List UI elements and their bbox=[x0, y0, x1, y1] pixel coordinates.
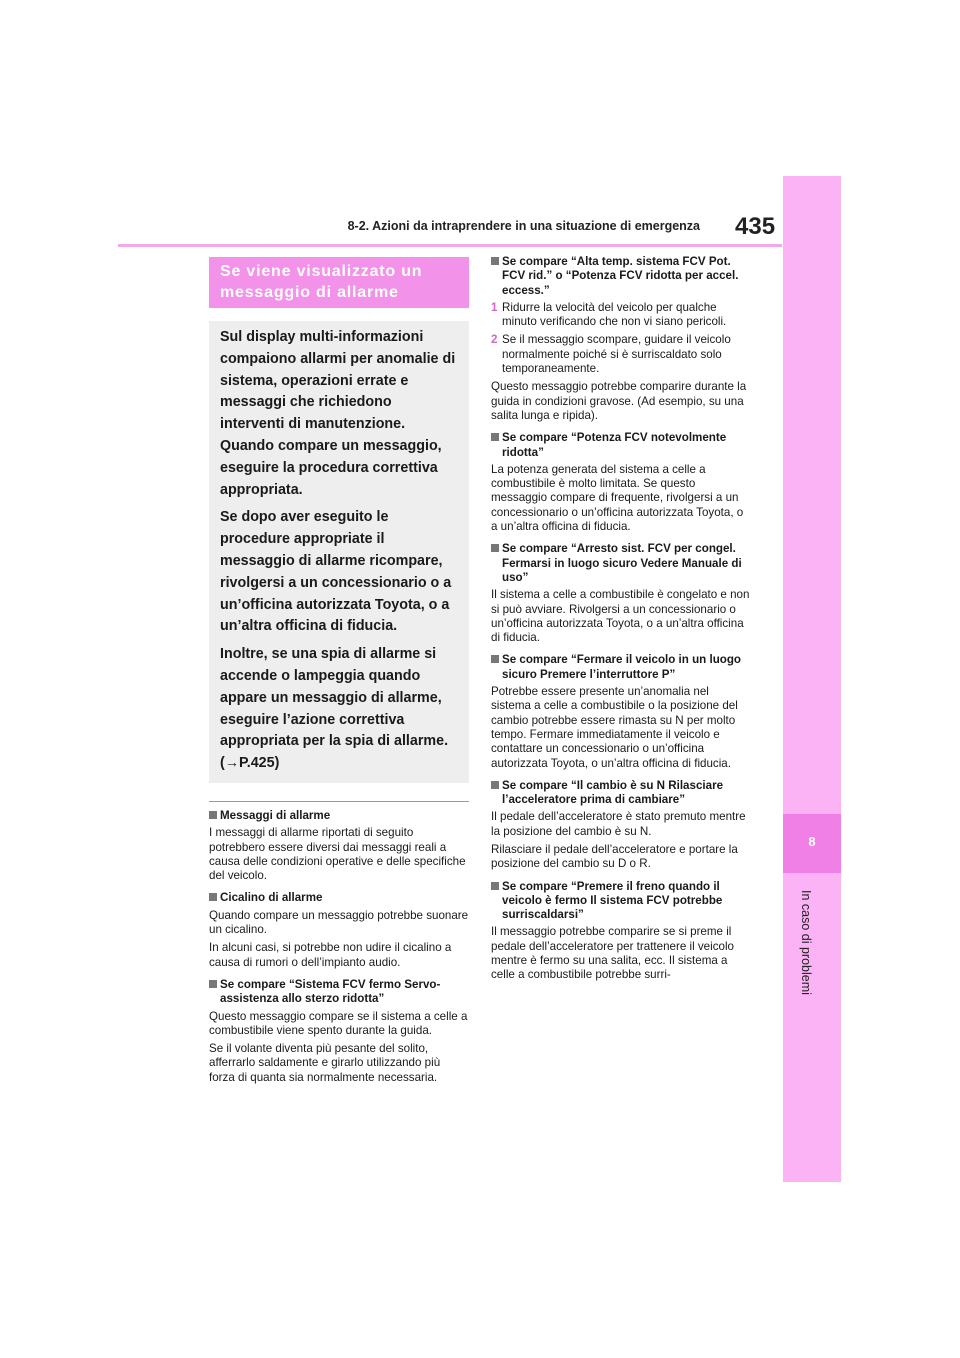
section-heading: Se compare “Alta temp. sistema FCV Pot. FCV rid.” o “Potenza FCV ridotta per accel. eccess.” bbox=[491, 255, 751, 298]
chapter-title-text: In caso di problemi bbox=[799, 890, 813, 995]
intro-paragraph: Se dopo aver eseguito le procedure appropriate il messaggio di allarme ricompare, rivolgersi a un concessionario o a un’officina autorizzata Toyota, o a un’altra officina di fiducia. bbox=[220, 509, 452, 635]
section-arresto-congel bbox=[491, 542, 751, 645]
square-bullet-icon bbox=[491, 655, 499, 663]
divider bbox=[209, 801, 469, 802]
square-bullet-icon bbox=[491, 544, 499, 552]
paragraph: Potrebbe essere presente un’anomalia nel sistema a celle a combustibile o la posizione del cambio potrebbe essere rimasta su N per molto tempo. Fermare immediatamente il veicolo e contattare un concessionario o un’officina autorizzata Toyota, o un’altra officina di fiducia. bbox=[491, 685, 738, 770]
chapter-side-tab bbox=[783, 176, 841, 1182]
square-bullet-icon bbox=[491, 257, 499, 265]
square-bullet-icon bbox=[491, 433, 499, 441]
section-sistema-fcv-fermo bbox=[209, 978, 469, 1085]
section-cambio-n bbox=[491, 779, 751, 872]
square-bullet-icon bbox=[209, 980, 217, 988]
section-fermare-veicolo bbox=[491, 653, 751, 770]
intro-box bbox=[209, 321, 469, 783]
section-heading: Se compare “Arresto sist. FCV per congel. Fermarsi in luogo sicuro Vedere Manuale di uso” bbox=[491, 542, 751, 585]
chapter-title bbox=[787, 890, 837, 1012]
section-heading: Messaggi di allarme bbox=[209, 809, 469, 823]
page-number: 435 bbox=[735, 213, 776, 240]
left-column bbox=[209, 257, 469, 1093]
paragraph: La potenza generata del sistema a celle a combustibile è molto limitata. Se questo messaggio compare di frequente, rivolgersi a un concessionario o un’officina autorizzata Toyota, o a un’altra officina di fiducia. bbox=[491, 462, 744, 534]
intro-paragraph: Sul display multi-informazioni compaiono allarmi per anomalie di sistema, operazioni errate e messaggi che richiedono interventi di manutenzione. Quando compare un messaggio, eseguire la procedura correttiva appropriata. bbox=[220, 329, 456, 498]
section-potenza-ridotta bbox=[491, 431, 751, 534]
step-number: 1 bbox=[491, 300, 498, 314]
section-heading: Se compare “Potenza FCV notevolmente ridotta” bbox=[491, 431, 751, 460]
intro-paragraph: Inoltre, se una spia di allarme si accende o lampeggia quando appare un messaggio di allarme, eseguire l’azione correttiva appropriata per la spia di allarme. (→P.425) bbox=[220, 646, 449, 772]
section-heading: Se compare “Premere il freno quando il veicolo è fermo Il sistema FCV potrebbe surriscaldarsi” bbox=[491, 880, 751, 923]
paragraph: Il sistema a celle a combustibile è congelato e non si può avviare. Rivolgersi a un concessionario o un’officina autorizzata Toyota, o a un’altra officina di fiducia. bbox=[491, 588, 750, 645]
header-rule bbox=[118, 244, 782, 247]
square-bullet-icon bbox=[491, 882, 499, 890]
paragraph: Rilasciare il pedale dell’acceleratore e portare la posizione del cambio su D o R. bbox=[491, 842, 738, 871]
paragraph: In alcuni casi, si potrebbe non udire il cicalino a causa di rumori o dell’impianto audio. bbox=[209, 941, 452, 969]
step-item: 2 Se il messaggio scompare, guidare il veicolo normalmente poiché si è surriscaldato solo temporaneamente. bbox=[491, 333, 731, 376]
step-item: 1 Ridurre la velocità del veicolo per qualche minuto verificando che non vi siano pericoli. bbox=[491, 300, 727, 329]
paragraph: Questo messaggio potrebbe comparire durante la guida in condizioni gravose. (Ad esempio, su una salita lunga e ripida). bbox=[491, 380, 747, 422]
warning-heading: Se viene visualizzato un messaggio di allarme bbox=[209, 257, 469, 308]
section-premere-freno bbox=[491, 880, 751, 983]
section-alta-temp bbox=[491, 255, 751, 423]
section-title: 8-2. Azioni da intraprendere in una situazione di emergenza bbox=[347, 219, 700, 233]
square-bullet-icon bbox=[491, 781, 499, 789]
right-column bbox=[491, 255, 751, 991]
paragraph: Quando compare un messaggio potrebbe suonare un cicalino. bbox=[209, 908, 469, 937]
square-bullet-icon bbox=[209, 811, 217, 819]
section-heading: Se compare “Fermare il veicolo in un luogo sicuro Premere l’interruttore P” bbox=[491, 653, 751, 682]
section-heading: Se compare “Il cambio è su N Rilasciare l’acceleratore prima di cambiare” bbox=[491, 779, 751, 808]
paragraph: I messaggi di allarme riportati di seguito potrebbero essere diversi dai messaggi reali a causa delle condizioni operative e delle specifiche del veicolo. bbox=[209, 826, 466, 883]
square-bullet-icon bbox=[209, 893, 217, 901]
section-cicalino bbox=[209, 891, 469, 969]
paragraph: Questo messaggio compare se il sistema a celle a combustibile viene spento durante la guida. bbox=[209, 1009, 468, 1037]
paragraph: Se il volante diventa più pesante del solito, afferrarlo saldamente e girarlo utilizzando più forza di quanta sia normalmente necessaria. bbox=[209, 1042, 441, 1084]
section-heading: Cicalino di allarme bbox=[209, 891, 469, 905]
step-number: 2 bbox=[491, 333, 498, 347]
paragraph: Il pedale dell’acceleratore è stato premuto mentre la posizione del cambio è su N. bbox=[491, 810, 746, 838]
section-heading: Se compare “Sistema FCV fermo Servo-assistenza allo sterzo ridotta” bbox=[209, 978, 469, 1007]
chapter-number: 8 bbox=[808, 834, 816, 849]
paragraph: Il messaggio potrebbe comparire se si preme il pedale dell’acceleratore per trattenere il veicolo mentre è fermo su una salita, ecc. Il sistema a celle a combustibile potrebbe surri- bbox=[491, 925, 734, 982]
section-messaggi bbox=[209, 809, 469, 883]
